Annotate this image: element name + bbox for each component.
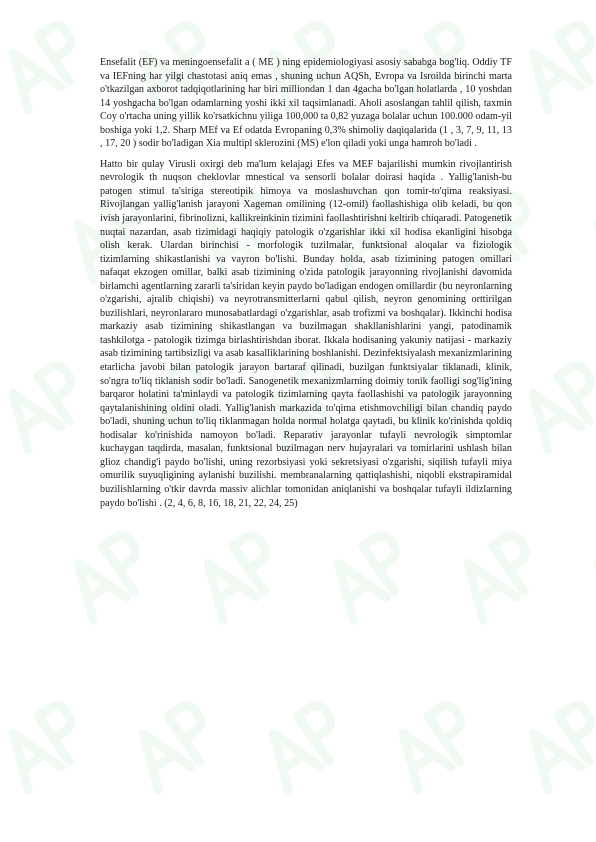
watermark-glyph <box>257 701 351 790</box>
watermark-glyph <box>127 701 221 790</box>
watermark-glyph <box>62 531 156 620</box>
paragraph-pathogenesis: Hatto bir qulay Virusli oxirgi deb ma'lum kelajagi Efes va MEF bajarilishi mumkin rivojlantirish nevrologik th nuqson cheklovlar mnestical va sensorli bolalar doirasi haqida . Yallig'lanish-bu patogen stimul ta'siriga stereotipik himoya va moslashuvchan qon tomir-to'qima reaksiyasi. Rivojlangan yallig'lanish jarayoni Xageman omilining (12-omil) faollashishiga olib keladi, bu qon ivish jarayonlarini, fibrinolizni, kallikreinkinin tizimini faollashtirishni keltirib chiqaradi. Patogenetik nuqtai nazardan, asab tizimidagi haqiqiy patologik o'zgarishlar ikki xil hodisa ekanligini hisobga olish kerak. Ulardan birinchisi - morfologik tuzilmalar, funktsional aloqalar va fiziologik tizimlarning shikastlanishi va vayron bo'lishi. Bunday holda, asab tizimining patogen omillari nafaqat ekzogen omillar, balki asab tizimining o'zida patologik jarayonning rivojlanishi davomida birlamchi agentlarning zararli ta'siridan keyin paydo bo'ladigan endogen omillardir (bu neyronlarning o'zgarishi, ajralib chiqishi) va neyrotransmitterlarni qabul qilish, neyron genomining orttirilgan buzilishlari, neyronlararo munosabatlardagi o'zgarishlar, asab trofizmi va boshqalar). Ikkinchi hodisa markaziy asab tizimining shikastlangan va buzilmagan shakllanishlarini yangi, patodinamik tashkilotga - patologik tizimga birlashtirishdan iborat. Ikkala hodisaning yakuniy natijasi - markaziy asab tizimining tartibsizligi va asab kasalliklarining boshlanishi. Dezinfektsiyalash mexanizmlarining etarlicha javobi bilan patologik jarayon bartaraf qilinadi, buzilgan funktsiyalar tiklanadi, klinik, so'ngra to'liq tiklanish sodir bo'ladi. Sanogenetik mexanizmlarning doimiy tonik faolligi sog'lig'ining barqaror holatini ta'minlaydi va patologik tizimlarning qayta faollashishi va patologik jarayonning qaytalanishining oldini oladi. Yallig'lanish markazida to'qima etishmovchiligi bilan chandiq paydo bo'ladi, shuning uchun to'liq tiklanmagan holda normal holatga qaytadi, bu klinik ko'rinishda qoldiq hodisalar ko'rinishida namoyon bo'ladi. Reparativ jarayonlar tufayli nevrologik simptomlar kuchaygan taqdirda, masalan, funktsional buzilmagan nerv hujayralari va tomirlarini ushlash bilan glioz chandig'i paydo bo'lishi, uning rezorbsiyasi yoki sekretsiyasi o'zgarishi, siqilish tufayli miya omurilik suyuqligining aylanishi buzilishi. membranalarning qattiqlashishi, niqobli ekstrapiramidal buzilishlarning o'tkir davrda massiv alichlar tomonidan aniqlanishi va boshqalar tufayli ildizlarning paydo bo'lishi . (2, 4, 6, 8, 16, 18, 21, 22, 24, 25) <box>100 158 512 509</box>
watermark-glyph <box>517 701 596 790</box>
watermark-glyph <box>192 531 286 620</box>
watermark-glyph <box>0 361 91 450</box>
watermark-glyph <box>0 701 91 790</box>
watermark-glyph <box>452 531 546 620</box>
watermark-glyph <box>387 701 481 790</box>
watermark-glyph <box>517 21 596 110</box>
watermark-glyph <box>582 191 596 280</box>
document-body <box>100 56 512 517</box>
paragraph-epidemiology: Ensefalit (EF) va meningoensefalit a ( ME ) ning epidemiologiyasi asosiy sababga bog'liq. Oddiy TF va IEFning har yilgi chastotasi aniq emas , shuning uchun AQSh, Evropa va Isroilda birinchi marta o'tkazilgan axborot tadqiqotlarining har biri milliondan 1 dan 4gacha bo'lgan holatlarda , 10 yoshdan 14 yoshgacha bo'lgan odamlarning yoshi ikki xil taqsimlanadi. Aholi asoslangan tahlil qilish, taxmin Coy o'rtacha uning yillik ko'rsatkichnu yiliga 100,000 ta 0,82 yuzaga bolalar uchun 100.000 odam-yil boshiga yoki 1,2. Sharp MEf va Ef odatda Evropaning 0,3% shimoliy daqiqalarida (1 , 3, 7, 9, 11, 13 , 17, 20 ) sodir bo'ladigan Xia multipl sklerozini (MS) e'lon qiladi yoki unga hamroh bo'ladi . <box>100 57 512 150</box>
watermark-glyph <box>0 21 91 110</box>
watermark-glyph <box>582 531 596 620</box>
watermark-glyph <box>322 531 416 620</box>
watermark-glyph <box>517 361 596 450</box>
